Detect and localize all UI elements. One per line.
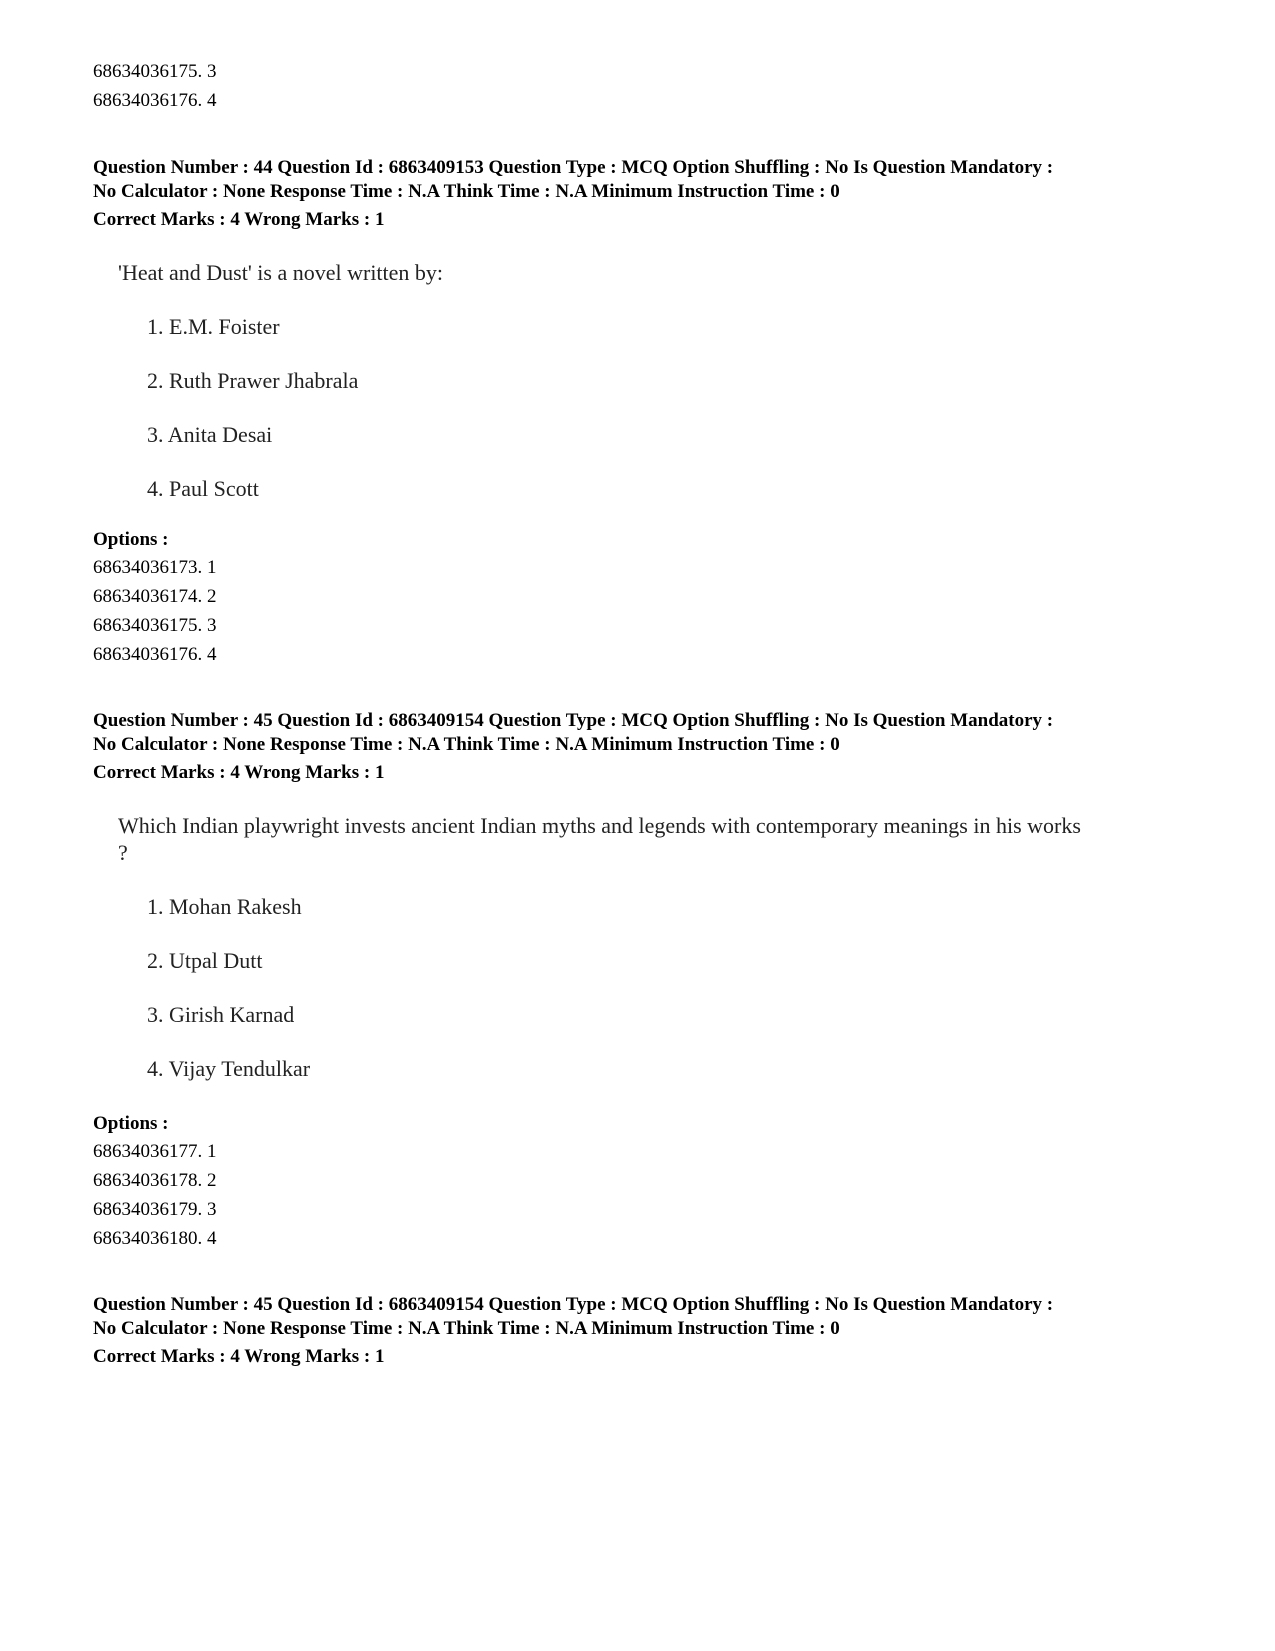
- question-meta-line: No Calculator : None Response Time : N.A Think Time : N.A Minimum Instruction Time : 0: [93, 734, 840, 755]
- question-meta-line: No Calculator : None Response Time : N.A Think Time : N.A Minimum Instruction Time : 0: [93, 1318, 840, 1339]
- option-id-line: 68634036178. 2: [93, 1170, 217, 1191]
- question-marks: Correct Marks : 4 Wrong Marks : 1: [93, 209, 385, 230]
- option-id-line: 68634036177. 1: [93, 1141, 217, 1162]
- answer-choice: 4. Paul Scott: [147, 476, 259, 501]
- option-id-line: 68634036176. 4: [93, 644, 217, 665]
- question-marks: Correct Marks : 4 Wrong Marks : 1: [93, 762, 385, 783]
- question-meta-line: No Calculator : None Response Time : N.A Think Time : N.A Minimum Instruction Time : 0: [93, 181, 840, 202]
- question-meta-line: Question Number : 45 Question Id : 6863409154 Question Type : MCQ Option Shuffling : No Is Question Mandatory :: [93, 1294, 1054, 1315]
- question-text-continuation: ?: [118, 840, 128, 865]
- question-meta-line: Question Number : 44 Question Id : 6863409153 Question Type : MCQ Option Shuffling : No Is Question Mandatory :: [93, 157, 1054, 178]
- answer-choice: 3. Anita Desai: [147, 422, 273, 447]
- question-text: Which Indian playwright invests ancient Indian myths and legends with contemporary meanings in his works: [118, 813, 1081, 838]
- question-meta-line: Question Number : 45 Question Id : 6863409154 Question Type : MCQ Option Shuffling : No Is Question Mandatory :: [93, 710, 1054, 731]
- answer-choice: 2. Ruth Prawer Jhabrala: [147, 368, 359, 393]
- options-label: Options :: [93, 1113, 169, 1134]
- option-id-line: 68634036173. 1: [93, 557, 217, 578]
- answer-choice: 3. Girish Karnad: [147, 1002, 295, 1027]
- answer-choice: 2. Utpal Dutt: [147, 948, 263, 973]
- option-id-line: 68634036175. 3: [93, 61, 217, 82]
- answer-choice: 4. Vijay Tendulkar: [147, 1056, 311, 1081]
- question-marks: Correct Marks : 4 Wrong Marks : 1: [93, 1346, 385, 1367]
- option-id-line: 68634036175. 3: [93, 615, 217, 636]
- option-id-line: 68634036179. 3: [93, 1199, 217, 1220]
- options-label: Options :: [93, 529, 169, 550]
- question-text: 'Heat and Dust' is a novel written by:: [118, 260, 444, 285]
- answer-choice: 1. Mohan Rakesh: [147, 894, 302, 919]
- option-id-line: 68634036180. 4: [93, 1228, 217, 1249]
- option-id-line: 68634036176. 4: [93, 90, 217, 111]
- answer-choice: 1. E.M. Foister: [147, 314, 280, 339]
- option-id-line: 68634036174. 2: [93, 586, 217, 607]
